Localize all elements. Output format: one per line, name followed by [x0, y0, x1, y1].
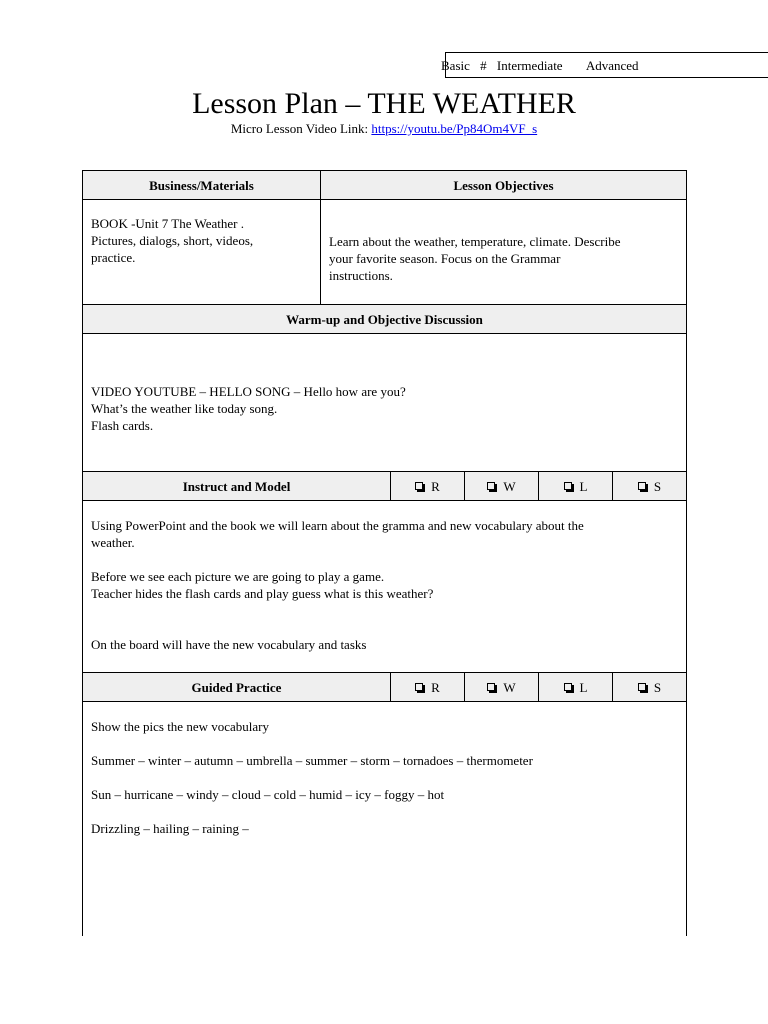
instruct-line: weather. — [91, 535, 135, 550]
materials-line: Pictures, dialogs, short, videos, — [91, 233, 254, 248]
instruct-header-row — [83, 471, 686, 500]
objectives-cell — [320, 200, 686, 304]
warmup-header: Warm-up and Objective Discussion — [286, 312, 483, 327]
skill-writing[interactable]: W — [464, 673, 538, 701]
level-marker: # — [480, 58, 487, 73]
checkbox-icon — [487, 482, 495, 490]
materials-line: practice. — [91, 250, 136, 265]
objectives-line: Learn about the weather, temperature, climate. Describe — [329, 234, 621, 249]
skill-writing[interactable]: W — [464, 472, 538, 500]
level-basic[interactable]: Basic — [441, 58, 470, 73]
page-title: Lesson Plan – THE WEATHER — [192, 87, 576, 120]
skill-listening[interactable]: L — [538, 472, 612, 500]
lesson-plan-table — [82, 170, 687, 936]
video-link[interactable]: https://youtu.be/Pp84Om4VF_s — [371, 121, 538, 136]
instruct-line: Using PowerPoint and the book we will learn about the gramma and new vocabulary about the — [91, 518, 584, 533]
checkbox-icon — [564, 683, 572, 691]
guided-line: Sun – hurricane – windy – cloud – cold – humid – icy – foggy – hot — [91, 787, 445, 802]
level-advanced[interactable]: Advanced — [585, 58, 639, 73]
instruct-row — [83, 500, 686, 672]
materials-header: Business/Materials — [149, 178, 254, 193]
skill-reading[interactable]: R — [390, 673, 464, 701]
warmup-line: Flash cards. — [91, 418, 154, 433]
skill-speaking[interactable]: S — [612, 472, 686, 500]
materials-objectives-row — [83, 199, 686, 304]
guided-header-row — [83, 672, 686, 701]
instruct-line: Teacher hides the flash cards and play guess what is this weather? — [91, 586, 434, 601]
objectives-line: instructions. — [329, 268, 393, 283]
skill-speaking[interactable]: S — [612, 673, 686, 701]
objectives-line: your favorite season. Focus on the Grammar — [329, 251, 561, 266]
objectives-header: Lesson Objectives — [320, 171, 686, 199]
guided-header: Guided Practice — [191, 680, 282, 695]
level-intermediate[interactable]: Intermediate — [496, 58, 563, 73]
guided-line: Summer – winter – autumn – umbrella – summer – storm – tornadoes – thermometer — [91, 753, 533, 768]
materials-cell — [83, 200, 320, 304]
warmup-header-row — [83, 304, 686, 333]
guided-line: Show the pics the new vocabulary — [91, 719, 269, 734]
skill-reading[interactable]: R — [390, 472, 464, 500]
warmup-line: What’s the weather like today song. — [91, 401, 278, 416]
checkbox-icon — [638, 482, 646, 490]
materials-objectives-header-row — [83, 170, 686, 199]
instruct-line: On the board will have the new vocabulary and tasks — [91, 637, 367, 652]
skill-listening[interactable]: L — [538, 673, 612, 701]
checkbox-icon — [415, 482, 423, 490]
checkbox-icon — [638, 683, 646, 691]
guided-line: Drizzling – hailing – raining – — [91, 821, 249, 836]
warmup-cell — [83, 334, 686, 471]
warmup-row — [83, 333, 686, 471]
guided-row — [83, 701, 686, 936]
instruct-line: Before we see each picture we are going to play a game. — [91, 569, 385, 584]
guided-cell — [83, 702, 686, 936]
instruct-cell — [83, 501, 686, 672]
materials-line: BOOK -Unit 7 The Weather . — [91, 216, 244, 231]
checkbox-icon — [415, 683, 423, 691]
proficiency-level-selector — [441, 52, 768, 78]
video-link-line — [0, 120, 768, 138]
checkbox-icon — [564, 482, 572, 490]
video-link-label: Micro Lesson Video Link: — [230, 121, 372, 136]
checkbox-icon — [487, 683, 495, 691]
instruct-header: Instruct and Model — [182, 479, 291, 494]
warmup-line: VIDEO YOUTUBE – HELLO SONG – Hello how are you? — [91, 384, 406, 399]
